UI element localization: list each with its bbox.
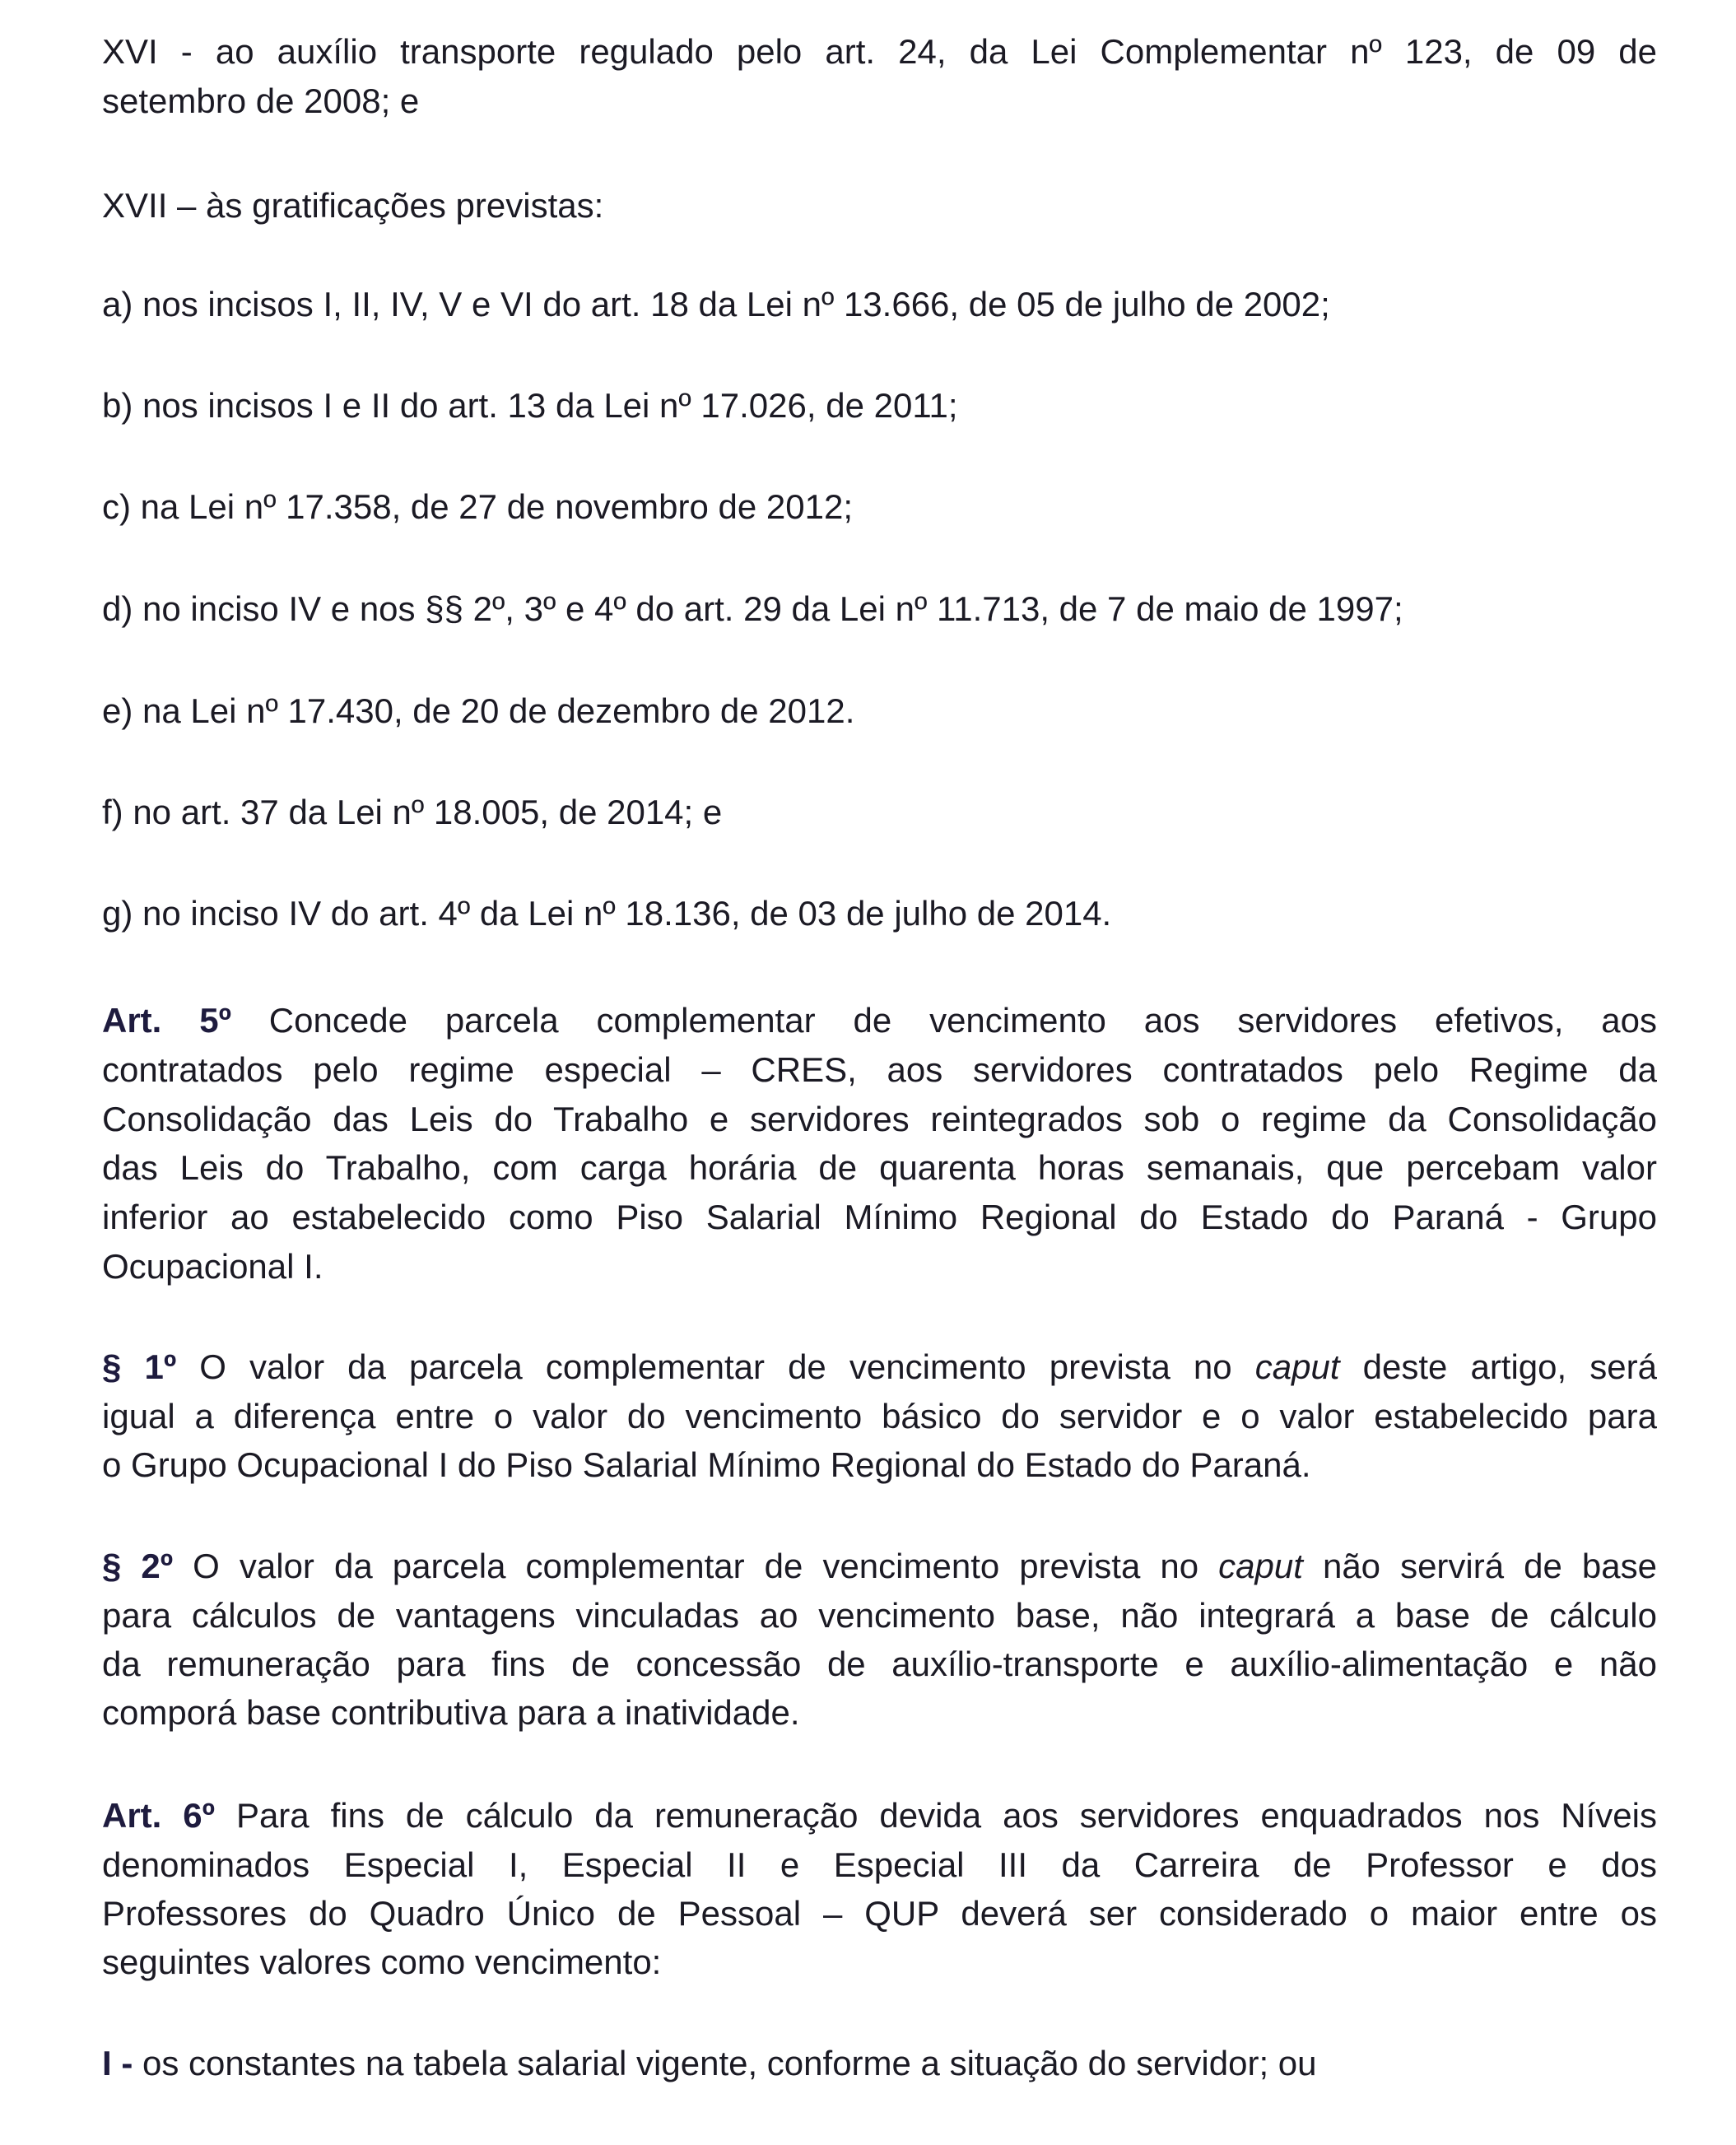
text-segment: da remuneração para fins de concessão de auxílio-transporte e auxílio-alimentação e não — [102, 1645, 1657, 1684]
text-segment: setembro de 2008; e — [102, 81, 420, 121]
text-segment: Consolidação das Leis do Trabalho e servidores reintegrados sob o regime da Consolidação — [102, 1100, 1657, 1139]
text-line — [102, 280, 1657, 329]
text-line — [102, 1242, 1657, 1291]
text-segment: deste artigo, será — [1339, 1347, 1658, 1387]
text-line — [102, 1840, 1657, 1890]
text-segment: igual a diferença entre o valor do vencimento básico do servidor e o valor estabelecido para — [102, 1397, 1657, 1436]
text-segment: Professores do Quadro Único de Pessoal – QUP deverá ser considerado o maior entre os — [102, 1894, 1657, 1933]
text-line — [102, 27, 1657, 77]
text-line — [102, 1640, 1657, 1689]
text-segment: Para fins de cálculo da remuneração devida aos servidores enquadrados nos Níveis — [214, 1796, 1657, 1836]
text-segment: XVII – às gratificações previstas: — [102, 186, 604, 226]
text-line — [102, 381, 1657, 430]
text-line — [102, 1193, 1657, 1242]
text-segment: seguintes valores como vencimento: — [102, 1943, 662, 1982]
text-segment: não servirá de base — [1302, 1547, 1657, 1586]
text-segment: e) na Lei nº 17.430, de 20 de dezembro de 2012. — [102, 691, 855, 731]
text-segment: para cálculos de vantagens vinculadas ao vencimento base, não integrará a base de cálculo — [102, 1596, 1657, 1636]
text-line — [102, 1938, 1657, 1987]
text-line — [102, 77, 1657, 126]
italic-term: caput — [1218, 1547, 1303, 1586]
text-line — [102, 482, 1657, 532]
text-line — [102, 1045, 1657, 1095]
article-marker: § 1º — [102, 1347, 177, 1387]
text-line — [102, 1542, 1657, 1591]
italic-term: caput — [1254, 1347, 1340, 1387]
article-marker: Art. 6º — [102, 1796, 215, 1836]
text-segment: comporá base contributiva para a inatividade. — [102, 1693, 800, 1733]
text-segment: g) no inciso IV do art. 4º da Lei nº 18.136, de 03 de julho de 2014. — [102, 894, 1112, 933]
article-marker: I - — [102, 2044, 133, 2083]
text-line — [102, 1889, 1657, 1938]
text-line — [102, 1095, 1657, 1144]
text-segment: inferior ao estabelecido como Piso Salarial Mínimo Regional do Estado do Paraná - Grupo — [102, 1198, 1657, 1237]
text-line — [102, 584, 1657, 634]
text-segment: contratados pelo regime especial – CRES, aos servidores contratados pelo Regime da — [102, 1050, 1657, 1090]
text-segment: d) no inciso IV e nos §§ 2º, 3º e 4º do art. 29 da Lei nº 11.713, de 7 de maio de 1997; — [102, 589, 1403, 629]
text-segment: o Grupo Ocupacional I do Piso Salarial Mínimo Regional do Estado do Paraná. — [102, 1445, 1311, 1485]
text-line — [102, 686, 1657, 736]
text-line — [102, 788, 1657, 837]
text-segment: O valor da parcela complementar de vencimento prevista no — [176, 1347, 1255, 1387]
article-marker: Art. 5º — [102, 1001, 231, 1040]
text-segment: Concede parcela complementar de vencimento aos servidores efetivos, aos — [230, 1001, 1657, 1040]
text-line — [102, 1791, 1657, 1840]
text-line — [102, 1342, 1657, 1392]
text-line — [102, 2039, 1657, 2088]
text-segment: c) na Lei nº 17.358, de 27 de novembro de 2012; — [102, 487, 854, 527]
text-segment: denominados Especial I, Especial II e Especial III da Carreira de Professor e dos — [102, 1845, 1657, 1885]
text-segment: b) nos incisos I e II do art. 13 da Lei nº 17.026, de 2011; — [102, 386, 958, 426]
text-segment: das Leis do Trabalho, com carga horária de quarenta horas semanais, que percebam valor — [102, 1148, 1657, 1188]
text-segment: os constantes na tabela salarial vigente, conforme a situação do servidor; ou — [133, 2044, 1317, 2083]
text-segment: XVI - ao auxílio transporte regulado pelo art. 24, da Lei Complementar nº 123, de 09 de — [102, 32, 1657, 72]
article-marker: § 2º — [102, 1547, 174, 1586]
text-segment: f) no art. 37 da Lei nº 18.005, de 2014; e — [102, 793, 723, 832]
text-segment: a) nos incisos I, II, IV, V e VI do art. 18 da Lei nº 13.666, de 05 de julho de 2002; — [102, 285, 1330, 324]
text-segment: O valor da parcela complementar de vencimento prevista no — [173, 1547, 1219, 1586]
text-line — [102, 1143, 1657, 1193]
text-line — [102, 1591, 1657, 1640]
text-line — [102, 996, 1657, 1045]
text-line — [102, 1440, 1657, 1490]
text-line — [102, 1392, 1657, 1441]
text-segment: Ocupacional I. — [102, 1247, 323, 1287]
text-line — [102, 181, 1657, 230]
text-line — [102, 889, 1657, 938]
text-line — [102, 1688, 1657, 1738]
